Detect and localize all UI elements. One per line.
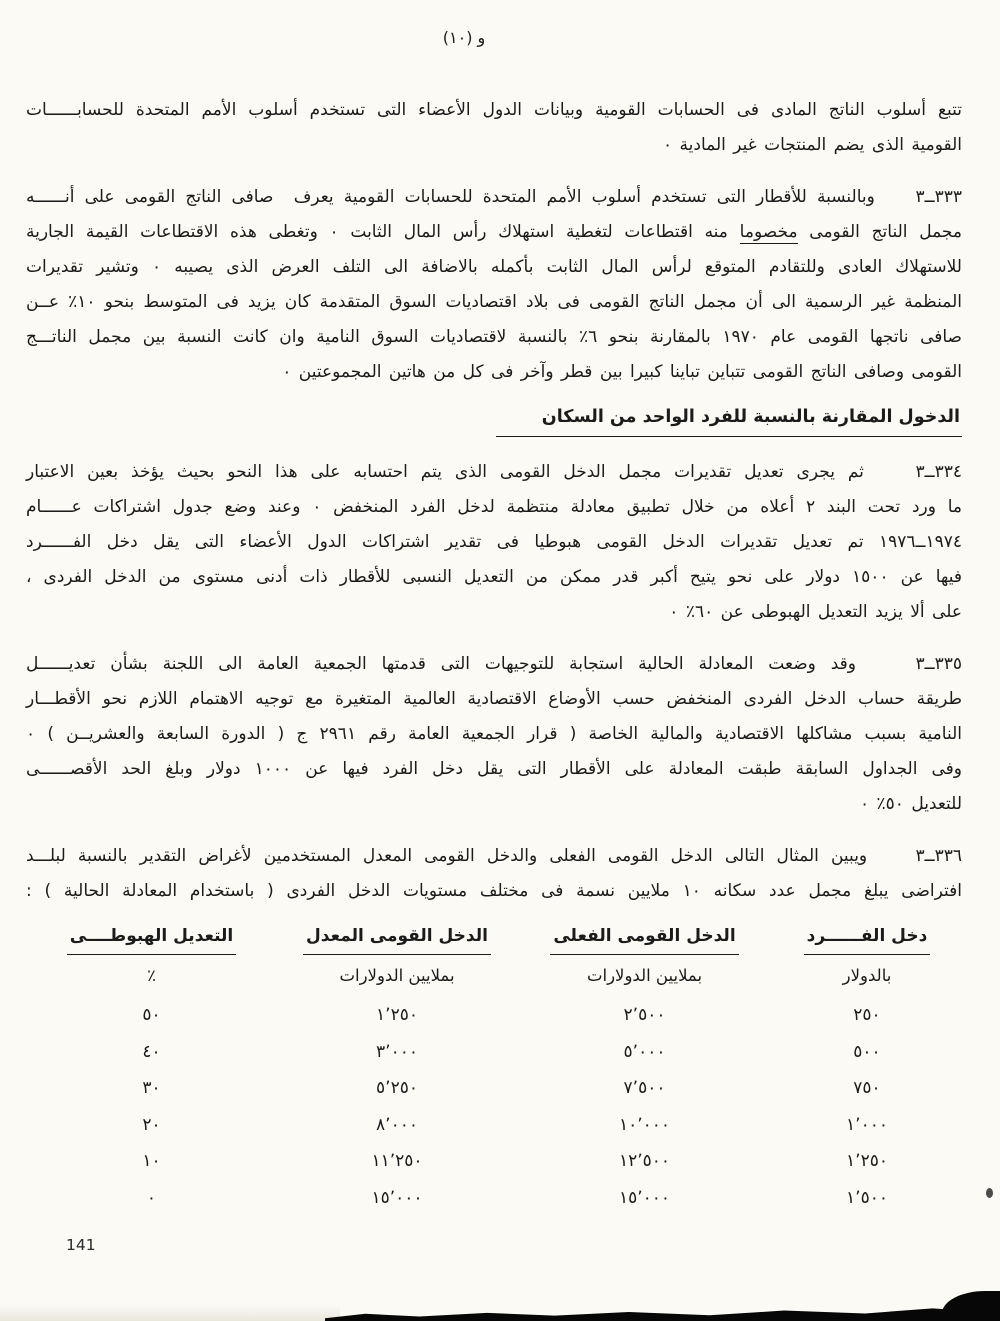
paragraph-line: النامية بسبب مشاكلها الاقتصادية والمالية الخاصة ( قرار الجمعية العامة رقم ٢٩٦١ ج ( الدورة السابعة والعشريــن ) ٠ [26, 724, 962, 744]
paragraph-line: للاستهلاك العادى وللتقادم المتوقع لرأس المال الثابت بأكمله بالاضافة الى التلف العرض الذى يصيبه ٠ وتشير تقديرات [26, 257, 962, 277]
paragraph-335 [26, 647, 962, 822]
table-cell: ١٠٬٠٠٠ [618, 1114, 671, 1135]
scan-speck-artifact [986, 1188, 993, 1198]
paragraph-336 [26, 839, 962, 909]
paragraph-line: ١٩٧٤ــ١٩٧٦ تم تعديل تقديرات الدخل القومى هبوطيا فى تقدير اشتراكات الدول الأعضاء التى يقل دخل الفــــــرد [26, 532, 962, 552]
table-column-unit: بملايين الدولارات [339, 966, 455, 985]
table-cell: ٣٬٠٠٠ [376, 1041, 418, 1062]
table-cell: ٣٠ [142, 1078, 161, 1098]
paragraph-line: ٣٣٥ــ٣ وقد وضعت المعادلة الحالية استجابة للتوجيهات التى قدمتها الجمعية العامة الى اللجنة بشأن تعديــــــل [26, 654, 962, 674]
table-cell: ٢٥٠ [853, 1005, 881, 1025]
paragraph-line: على ألا يزيد التعديل الهبوطى عن ٦٠٪ ٠ [669, 602, 962, 622]
paragraph-line: القومى وصافى الناتج القومى تتباين تباينا كبيرا بين قطر وآخر فى كل من هاتين المجموعتين ٠ [282, 362, 962, 382]
underlined-word: مخصوما [739, 222, 798, 242]
table-column-unit: ٪ [147, 966, 156, 985]
paragraph-333 [26, 180, 962, 390]
table-cell: ٢٬٥٠٠ [623, 1005, 666, 1025]
table-cell: ٥٠٠ [853, 1041, 881, 1062]
table-cell: ٤٠ [142, 1041, 161, 1062]
table-cell: ١٬٠٠٠ [846, 1114, 888, 1135]
table-column-header [26, 926, 277, 957]
table-column-unit: بملايين الدولارات [586, 966, 703, 985]
paragraph-line: صافى ناتجها القومى عام ١٩٧٠ بالمقارنة بنحو ٦٪ بالنسبة لاقتصاديات السوق النامية وان كانت النسبة بين مجمل الناتـــج [26, 327, 962, 347]
table-cell: ١٠ [142, 1151, 161, 1171]
paragraph-line: القومية الذى يضم المنتجات غير المادية ٠ [663, 135, 962, 155]
table-cell: ٠ [146, 1187, 157, 1208]
table-cell: ٥٬٢٥٠ [376, 1078, 418, 1098]
column-title: الدخل القومى الفعلى [550, 926, 738, 955]
paragraph-line: المنظمة غير الرسمية الى أن مجمل الناتج القومى فى بلاد اقتصاديات السوق المتقدمة كان يزيد فى المتوسط بنحو ١٠٪ عــن [26, 292, 962, 312]
page-number: 141 [66, 1236, 96, 1254]
table-cell: ٢٠ [142, 1114, 161, 1135]
section-heading-text: الدخول المقارنة بالنسبة للفرد الواحد من السكان [496, 407, 962, 437]
income-adjustment-table [26, 926, 962, 1216]
table-cell: ٥٠ [142, 1005, 161, 1025]
paragraph-line: ٣٣٦ــ٣ ويبين المثال التالى الدخل القومى الفعلى والدخل القومى المعدل المستخدمين لأغراض التقدير بالنسبة لبلـــد [26, 846, 962, 866]
paragraph-line: افتراضى يبلغ مجمل عدد سكانه ١٠ ملايين نسمة فى مختلف مستويات الدخل الفردى ( باستخدام المعادلة الحالية ) : [26, 881, 962, 901]
paragraph-line: ما ورد تحت البند ٢ أعلاه من خلال تطبيق معادلة منتظمة لدخل الفرد المنخفض ٠ وعند وضع جدول اشتراكات عــــــام [26, 497, 962, 517]
section-heading [26, 407, 962, 437]
paragraph-line: ٣٣٣ــ٣ وبالنسبة للأقطار التى تستخدم أسلوب الأمم المتحدة للحسابات القومية يعرف صافى الناتج القومى على أنــــــه [26, 187, 962, 207]
paragraph-line: تتبع أسلوب الناتج المادى فى الحسابات القومية وبيانات الدول الأعضاء التى تستخدم أسلوب الأمم المتحدة للحسابــــــات [26, 100, 962, 120]
table-cell: ٨٬٠٠٠ [376, 1114, 418, 1135]
paragraph-334 [26, 455, 962, 630]
table-column-unit: بالدولار [842, 966, 892, 985]
table-column-header [517, 926, 772, 957]
table-cell: ١٥٬٠٠٠ [618, 1187, 671, 1208]
text-segment: مجمل الناتج القومى [809, 222, 962, 242]
table-cell: ١٥٬٠٠٠ [371, 1187, 423, 1208]
table-cell: ١٬٥٠٠ [846, 1187, 888, 1208]
scan-corner-artifact [942, 1291, 1000, 1321]
scan-edge-artifact [325, 1303, 1000, 1321]
table-column-header [277, 926, 517, 957]
table-cell: ٧٬٥٠٠ [623, 1078, 666, 1098]
paragraph-line [26, 215, 962, 250]
paragraph-line: للتعديل ٥٠٪ ٠ [859, 794, 962, 814]
page-header-note: و (١٠) [442, 28, 486, 47]
table-cell: ١٢٬٥٠٠ [618, 1151, 671, 1171]
table-cell: ٥٬٠٠٠ [623, 1041, 666, 1062]
table-cell: ١١٬٢٥٠ [371, 1151, 423, 1171]
column-title: التعديل الهبوطــــى [67, 926, 237, 955]
table-cell: ١٬٢٥٠ [376, 1005, 418, 1025]
column-title: الدخل القومى المعدل [303, 926, 491, 955]
paragraph-intro [26, 93, 962, 163]
paragraph-line: ٣٣٤ــ٣ ثم يجرى تعديل تقديرات مجمل الدخل القومى الذى يتم احتسابه على هذا النحو بحيث يؤخذ بعين الاعتبار [26, 462, 962, 482]
paragraph-line: وفى الجداول السابقة طبقت المعادلة على الأقطار التى يقل دخل الفرد فيها عن ١٠٠٠ دولار وبلغ الحد الأقصــــــى [26, 759, 962, 779]
text-segment: منه اقتطاعات لتغطية استهلاك رأس المال الثابت ٠ وتغطى هذه الاقتطاعات القيمة الجارية [26, 222, 728, 242]
paragraph-line: فيها عن ١٥٠٠ دولار على نحو يتيح أكبر قدر ممكن من التعديل النسبى للأقطار ذات أدنى مستوى من الدخل الفردى ، [26, 567, 962, 587]
table-cell: ٧٥٠ [853, 1078, 881, 1098]
paragraph-line: طريقة حساب الدخل الفردى المنخفض حسب الأوضاع الاقتصادية العالمية المتغيرة مع توجيه الاهتمام اللازم نحو الأقطـــار [26, 689, 962, 709]
column-title: دخل الفــــــرد [804, 926, 931, 955]
table-cell: ١٬٢٥٠ [846, 1151, 888, 1171]
table-column-header [772, 926, 962, 957]
paper-curl-shadow [0, 1305, 340, 1321]
